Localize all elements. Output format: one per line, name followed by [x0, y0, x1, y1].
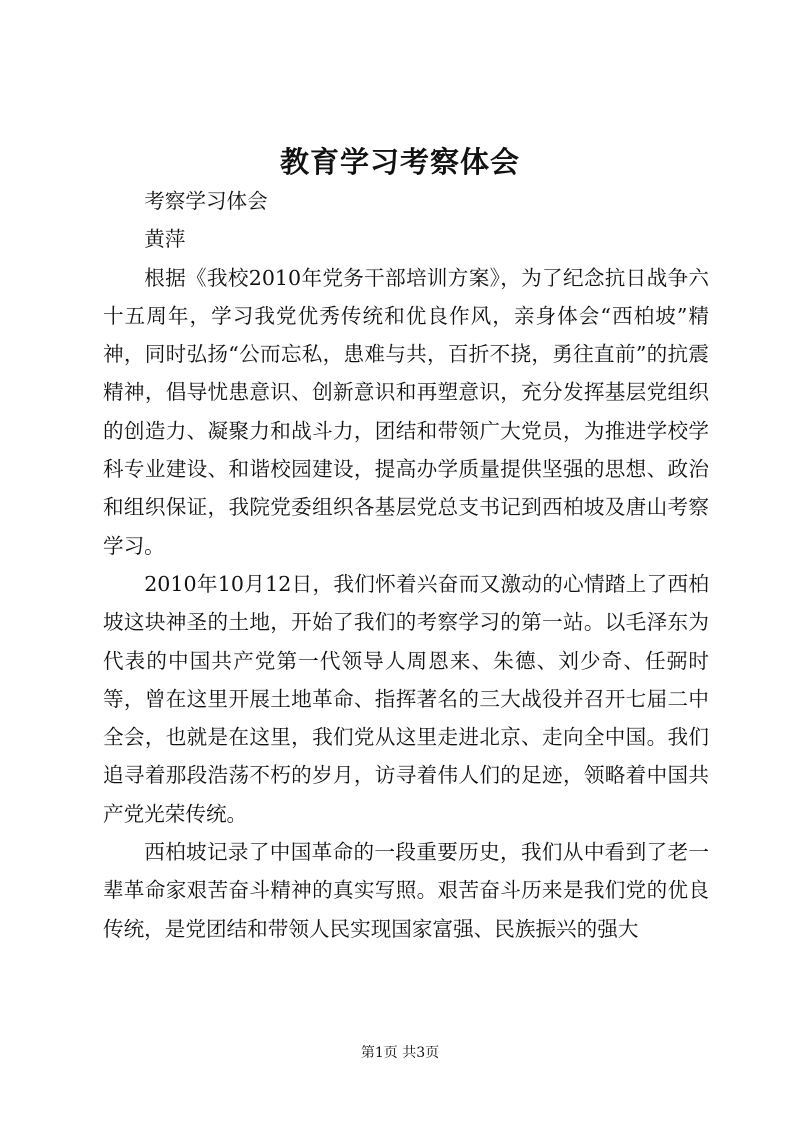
page-footer: 第1页 共3页	[360, 1045, 440, 1061]
body-paragraph: 2010年10月12日，我们怀着兴奋而又激动的心情踏上了西柏坡这块神圣的土地，开始了我们的考察学习的第一站。以毛泽东为代表的中国共产党第一代领导人周恩来、朱德、刘少奇、任弼时等，曾在这里开展土地革命、指挥著名的三大战役并召开七届二中全会，也就是在这里，我们党从这里走进北京、走向全中国。我们追寻着那段浩荡不朽的岁月，访寻着伟人们的足迹，领略着中国共产党光荣传统。	[103, 571, 709, 826]
subtitle-paragraph: 考察学习体会	[144, 189, 268, 213]
body-paragraph: 根据《我校2010年党务干部培训方案》，为了纪念抗日战争六十五周年，学习我党优秀传统和优良作风，亲身体会“西柏坡”精神，同时弘扬“公而忘私，患难与共，百折不挠，勇往直前”的抗震精神，倡导忧患意识、创新意识和再塑意识，充分发挥基层党组织的创造力、凝聚力和战斗力，团结和带领广大党员，为推进学校学科专业建设、和谐校园建设，提高办学质量提供坚强的思想、政治和组织保证，我院党委组织各基层党总支书记到西柏坡及唐山考察学习。	[103, 265, 709, 558]
body-paragraph: 西柏坡记录了中国革命的一段重要历史，我们从中看到了老一辈革命家艰苦奋斗精神的真实写照。艰苦奋斗历来是我们党的优良传统，是党团结和带领人民实现国家富强、民族振兴的强大	[103, 840, 709, 941]
document-title: 教育学习考察体会	[279, 145, 520, 179]
document-body	[103, 182, 709, 948]
author-paragraph: 黄萍	[144, 227, 186, 252]
